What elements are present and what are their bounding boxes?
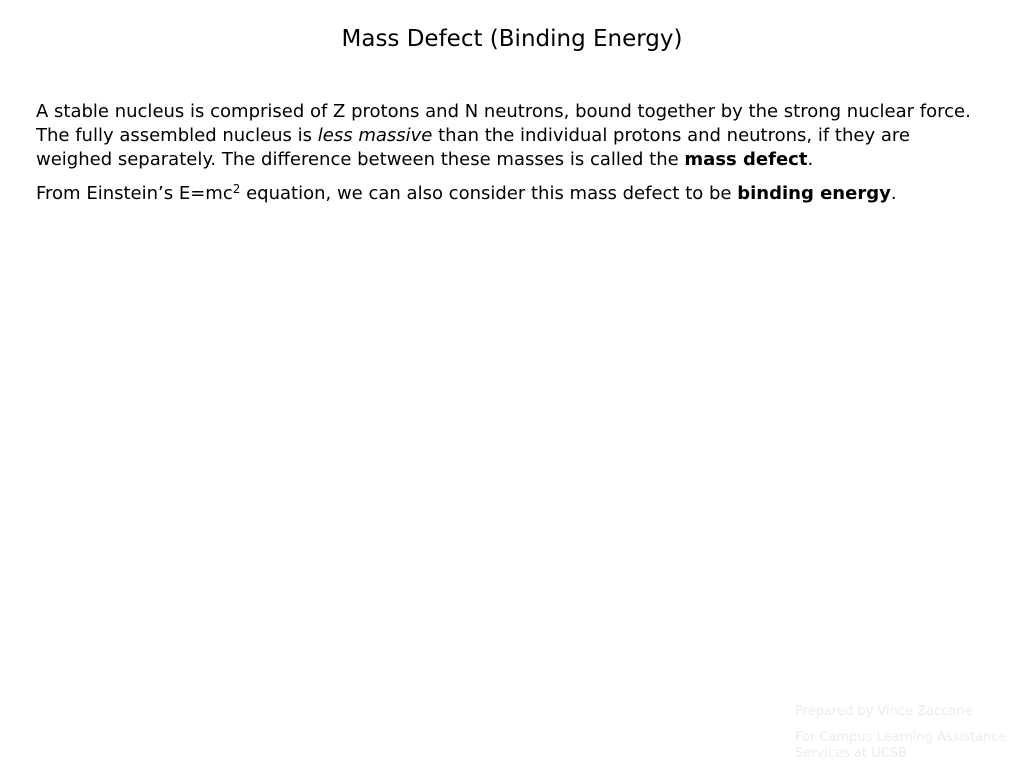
paragraph1-text-middle: than the individual protons and neutrons, if they are weighed separately. The difference between these masses is called the <box>36 125 910 170</box>
slide-body <box>36 100 986 216</box>
paragraph2-text-start: From Einstein’s E=mc <box>36 183 233 204</box>
binding-energy-term: binding energy <box>737 183 891 204</box>
paragraph2-text-middle: equation, we can also consider this mass defect to be <box>240 183 738 204</box>
mass-defect-term: mass defect <box>684 149 808 170</box>
slide-title: Mass Defect (Binding Energy) <box>341 26 683 52</box>
paragraph1-text-start: A stable nucleus is comprised of Z protons and N neutrons, bound together by the strong nuclear force. The fully assembled nucleus is <box>36 101 971 146</box>
squared-superscript: 2 <box>232 182 241 196</box>
paragraph-binding-energy <box>36 182 986 206</box>
paragraph1-period: . <box>807 149 814 170</box>
less-massive-emphasis: less massive <box>317 125 433 146</box>
paragraph-mass-defect <box>36 100 986 172</box>
prepared-by-footer: Prepared by Vince Zaccone <box>795 704 973 719</box>
campus-footer: For Campus Learning Assistance Services at UCSB <box>795 730 1007 761</box>
paragraph2-period: . <box>890 183 897 204</box>
